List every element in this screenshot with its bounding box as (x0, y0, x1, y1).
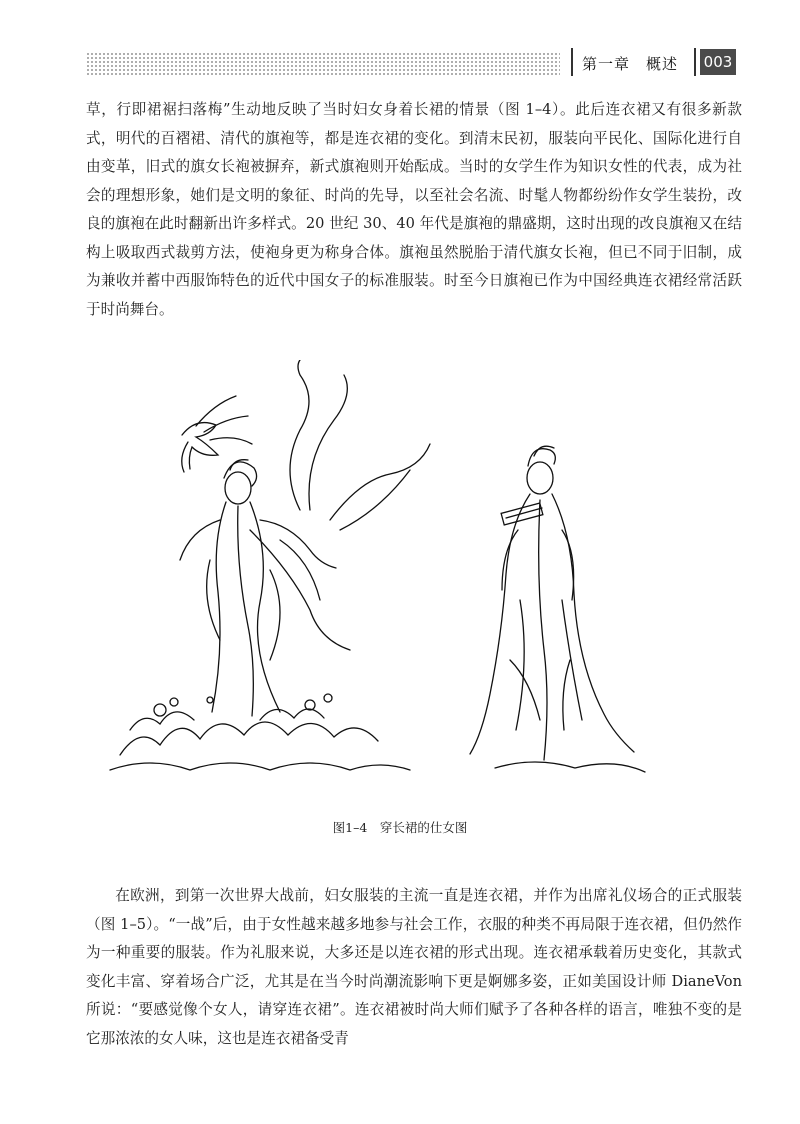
header-separator (694, 48, 696, 76)
header-separator (571, 48, 573, 76)
header-dot-pattern (86, 52, 560, 76)
page-number: 003 (700, 49, 736, 75)
body-paragraph: 草，行即裙裾扫落梅”生动地反映了当时妇女身着长裙的情景（图 1–4）。此后连衣裙又有很多新款式，明代的百褶裙、清代的旗袍等，都是连衣裙的变化。到清末民初，服装向平民化、国际化进行自由变革，旧式的旗女长袍被摒弃，新式旗袍则开始酝成。当时的女学生作为知识女性的代表，成为社会的理想形象，她们是文明的象征、时尚的先导，以至社会名流、时髦人物都纷纷作女学生装扮，改良的旗袍在此时翻新出许多样式。20 世纪 30、40 年代是旗袍的鼎盛期，这时出现的改良旗袍又在结构上吸取西式裁剪方法，使袍身更为称身合体。旗袍虽然脱胎于清代旗女长袍，但已不同于旧制，成为兼收并蓄中西服饰特色的近代中国女子的标准服装。时至今日旗袍已作为中国经典连衣裙经常活跃于时尚舞台。 (86, 101, 742, 318)
body-paragraph: 在欧洲，到第一次世界大战前，妇女服装的主流一直是连衣裙，并作为出席礼仪场合的正式服装（图 1–5）。“一战”后，由于女性越来越多地参与社会工作，衣服的种类不再局限于连衣裙，但仍然作为一种重要的服装。作为礼服来说，大多还是以连衣裙的形式出现。连衣裙承载着历史变化，其款式变化丰富、穿着场合广泛，尤其是在当今时尚潮流影响下更是婀娜多姿，正如美国设计师 DianeVon 所说：“要感觉像个女人，请穿连衣裙”。连衣裙被时尚大师们赋予了各种各样的语言，唯独不变的是它那浓浓的女人味，这也是连衣裙备受青 (86, 887, 742, 1047)
figure-illustration (100, 360, 740, 780)
chapter-title: 第一章 概述 (582, 55, 679, 73)
standing-lady-drawing (470, 446, 645, 772)
figure-caption: 图1–4 穿长裙的仕女图 (332, 820, 468, 835)
flying-lady-drawing (110, 360, 430, 770)
